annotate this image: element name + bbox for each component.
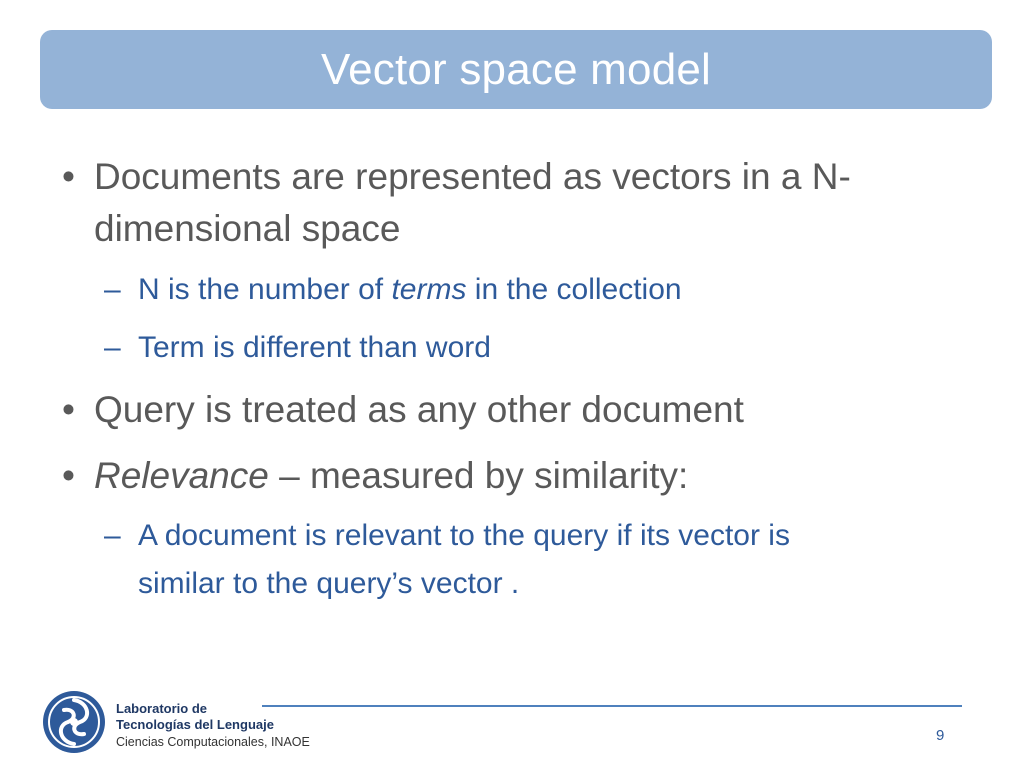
bullet-text-line2: dimensional space [94,208,401,249]
lab-affiliation: Ciencias Computacionales, INAOE [116,735,310,749]
bullet-text-italic: Relevance [94,455,269,496]
footer-divider [262,705,962,707]
bullet-text-rest: – measured by similarity: [268,455,689,496]
lab-name-line1: Laboratorio de [116,701,208,716]
subbullet-text-pre: N is the number of [138,273,392,306]
bullet-text-line1: Documents are represented as vectors in a N- [94,156,851,197]
page-number: 9 [936,727,945,744]
inaoe-logo-icon [40,688,108,756]
subbullet-marker: – [104,519,121,552]
subbullet-text-post: in the collection [466,273,682,306]
bullet-text [94,450,688,502]
subbullet-text-line2: similar to the query’s vector . [138,567,520,600]
bullet-marker: • [62,455,75,496]
bullet-text: Query is treated as any other document [94,389,744,430]
subbullet-text [138,266,682,314]
slide-title: Vector space model [320,44,712,94]
subbullet-text: Term is different than word [138,331,491,364]
lab-name-line2: Tecnologías del Lenguaje [116,717,274,732]
subbullet-text-italic: terms [391,273,467,306]
subbullet-text-line1: A document is relevant to the query if its vector is [138,519,790,552]
bullet-marker: • [62,389,75,430]
subbullet-marker: – [104,273,121,306]
subbullet-marker: – [104,331,121,364]
bullet-marker: • [62,156,75,197]
